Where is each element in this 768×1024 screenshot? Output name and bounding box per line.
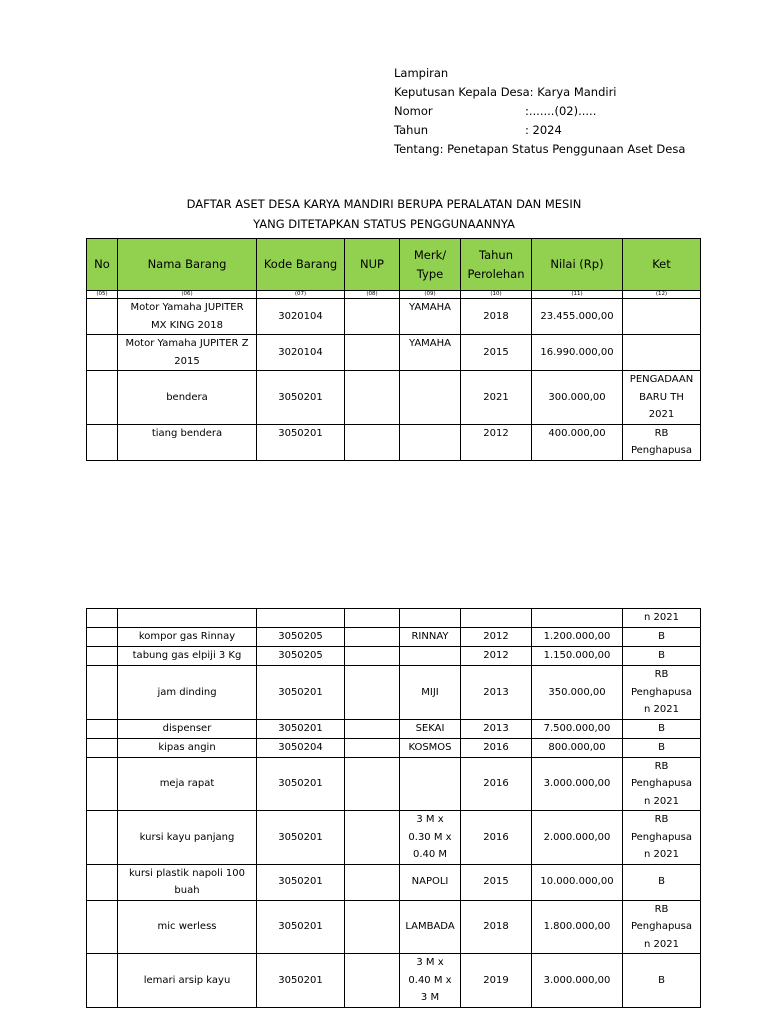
table-row [87, 335, 701, 371]
cell-merk: 3 M x 0.30 M x 0.40 M [400, 811, 461, 865]
header-ket: Ket [623, 239, 701, 291]
cell-nilai: 400.000,00 [532, 424, 623, 460]
cell-ket: RB Penghapusa n 2021 [623, 811, 701, 865]
cell-nama: kipas angin [118, 738, 257, 757]
cell-ket: RB Penghapusa n 2021 [623, 666, 701, 720]
table-row [87, 864, 701, 900]
cell-tahun: 2013 [461, 666, 532, 720]
cell-no [87, 719, 118, 738]
cell-merk: YAMAHA [400, 335, 461, 371]
cell-nup [345, 666, 400, 720]
cell-merk: 3 M x 0.40 M x 3 M [400, 954, 461, 1008]
cell-no [87, 738, 118, 757]
cell-merk: YAMAHA [400, 299, 461, 335]
asset-table-page1 [86, 238, 701, 461]
cell-ket: RB Penghapusa n 2021 [623, 757, 701, 811]
cell-nama: Motor Yamaha JUPITER Z 2015 [118, 335, 257, 371]
cell-nup [345, 864, 400, 900]
cell-nilai: 23.455.000,00 [532, 299, 623, 335]
cell-no [87, 757, 118, 811]
cell-kode: 3050205 [257, 647, 345, 666]
cell-merk: KOSMOS [400, 738, 461, 757]
cell-no [87, 299, 118, 335]
cell-ket: B [623, 628, 701, 647]
cell-nama: kompor gas Rinnay [118, 628, 257, 647]
cell-nilai [532, 609, 623, 628]
cell-nup [345, 811, 400, 865]
cell-tahun: 2018 [461, 299, 532, 335]
cell-tahun: 2012 [461, 424, 532, 460]
cell-no [87, 666, 118, 720]
header-merk-type: Merk/ Type [400, 239, 461, 291]
document-title-line1: DAFTAR ASET DESA KARYA MANDIRI BERUPA PERALATAN DAN MESIN [186, 197, 582, 211]
cell-merk [400, 371, 461, 425]
cell-no [87, 609, 118, 628]
col-number: (06) [118, 291, 257, 299]
cell-nilai: 3.000.000,00 [532, 954, 623, 1008]
cell-ket [623, 335, 701, 371]
header-nama-barang: Nama Barang [118, 239, 257, 291]
header-nilai: Nilai (Rp) [532, 239, 623, 291]
cell-ket: B [623, 864, 701, 900]
cell-nama: Motor Yamaha JUPITER MX KING 2018 [118, 299, 257, 335]
table-row [87, 609, 701, 628]
cell-nama: mic werless [118, 900, 257, 954]
cell-nup [345, 719, 400, 738]
cell-ket: B [623, 647, 701, 666]
cell-nama [118, 609, 257, 628]
cell-merk [400, 757, 461, 811]
cell-nup [345, 900, 400, 954]
cell-nama: lemari arsip kayu [118, 954, 257, 1008]
col-number: (10) [461, 291, 532, 299]
cell-nama: meja rapat [118, 757, 257, 811]
cell-nup [345, 299, 400, 335]
cell-kode: 3050201 [257, 900, 345, 954]
cell-nup [345, 424, 400, 460]
cell-tahun: 2012 [461, 647, 532, 666]
cell-tahun: 2016 [461, 738, 532, 757]
column-number-row [87, 291, 701, 299]
table-header-row [87, 239, 701, 291]
cell-no [87, 954, 118, 1008]
cell-ket [623, 299, 701, 335]
table-row [87, 299, 701, 335]
table-row [87, 738, 701, 757]
table-row [87, 900, 701, 954]
header-nup: NUP [345, 239, 400, 291]
cell-no [87, 900, 118, 954]
table-row [87, 719, 701, 738]
cell-nup [345, 335, 400, 371]
cell-ket: B [623, 954, 701, 1008]
cell-merk: SEKAI [400, 719, 461, 738]
table-row [87, 424, 701, 460]
cell-tahun: 2016 [461, 811, 532, 865]
cell-kode: 3050201 [257, 757, 345, 811]
cell-merk: NAPOLI [400, 864, 461, 900]
table-row [87, 757, 701, 811]
cell-nama: bendera [118, 371, 257, 425]
cell-ket: B [623, 719, 701, 738]
cell-nilai: 2.000.000,00 [532, 811, 623, 865]
lampiran-label: Lampiran [394, 66, 449, 80]
cell-kode: 3050205 [257, 628, 345, 647]
cell-nama: dispenser [118, 719, 257, 738]
col-number: (09) [400, 291, 461, 299]
cell-nup [345, 738, 400, 757]
cell-tahun: 2019 [461, 954, 532, 1008]
table-row [87, 811, 701, 865]
cell-tahun: 2012 [461, 628, 532, 647]
cell-kode: 3050201 [257, 864, 345, 900]
header-tahun-perolehan: Tahun Perolehan [461, 239, 532, 291]
cell-nilai: 1.800.000,00 [532, 900, 623, 954]
table-row [87, 628, 701, 647]
cell-tahun: 2021 [461, 371, 532, 425]
cell-nilai: 3.000.000,00 [532, 757, 623, 811]
cell-nup [345, 647, 400, 666]
cell-kode: 3050201 [257, 811, 345, 865]
nomor-label: Nomor [394, 104, 433, 118]
table-row [87, 666, 701, 720]
cell-kode: 3050201 [257, 719, 345, 738]
cell-merk [400, 609, 461, 628]
cell-no [87, 647, 118, 666]
cell-merk: RINNAY [400, 628, 461, 647]
tahun-value: : 2024 [525, 123, 562, 137]
cell-kode: 3020104 [257, 299, 345, 335]
cell-ket: RB Penghapusa n 2021 [623, 900, 701, 954]
cell-no [87, 811, 118, 865]
cell-no [87, 424, 118, 460]
cell-nup [345, 609, 400, 628]
tentang-label: Tentang: Penetapan Status Penggunaan Aset Desa [394, 142, 686, 156]
col-number: (07) [257, 291, 345, 299]
cell-no [87, 335, 118, 371]
cell-nilai: 10.000.000,00 [532, 864, 623, 900]
cell-tahun: 2013 [461, 719, 532, 738]
cell-nup [345, 628, 400, 647]
cell-nama: kursi plastik napoli 100 buah [118, 864, 257, 900]
col-number: (05) [87, 291, 118, 299]
col-number: (11) [532, 291, 623, 299]
tahun-label: Tahun [394, 123, 429, 137]
document-title-line2: YANG DITETAPKAN STATUS PENGGUNAANNYA [253, 217, 515, 231]
cell-nilai: 1.200.000,00 [532, 628, 623, 647]
cell-merk [400, 647, 461, 666]
asset-table-page2 [86, 608, 701, 1008]
cell-merk [400, 424, 461, 460]
cell-nama: tiang bendera [118, 424, 257, 460]
cell-kode: 3050201 [257, 371, 345, 425]
cell-kode: 3020104 [257, 335, 345, 371]
col-number: (08) [345, 291, 400, 299]
cell-no [87, 371, 118, 425]
col-number: (12) [623, 291, 701, 299]
cell-kode: 3050201 [257, 666, 345, 720]
cell-no [87, 864, 118, 900]
cell-nilai: 7.500.000,00 [532, 719, 623, 738]
nomor-value: :.......(02)..... [525, 104, 597, 118]
cell-tahun: 2016 [461, 757, 532, 811]
cell-nama: jam dinding [118, 666, 257, 720]
table-row [87, 954, 701, 1008]
cell-kode: 3050204 [257, 738, 345, 757]
cell-ket: n 2021 [623, 609, 701, 628]
cell-nilai: 350.000,00 [532, 666, 623, 720]
cell-nup [345, 371, 400, 425]
cell-nilai: 800.000,00 [532, 738, 623, 757]
cell-nup [345, 954, 400, 1008]
cell-tahun: 2015 [461, 864, 532, 900]
keputusan-label: Keputusan Kepala Desa: Karya Mandiri [394, 85, 617, 99]
cell-nama: tabung gas elpiji 3 Kg [118, 647, 257, 666]
cell-tahun: 2015 [461, 335, 532, 371]
header-block [394, 64, 685, 159]
cell-kode: 3050201 [257, 954, 345, 1008]
cell-nama: kursi kayu panjang [118, 811, 257, 865]
cell-tahun [461, 609, 532, 628]
cell-nilai: 16.990.000,00 [532, 335, 623, 371]
cell-ket: B [623, 738, 701, 757]
cell-nilai: 1.150.000,00 [532, 647, 623, 666]
table-row [87, 371, 701, 425]
header-no: No [87, 239, 118, 291]
cell-ket: PENGADAAN BARU TH 2021 [623, 371, 701, 425]
cell-ket: RB Penghapusa [623, 424, 701, 460]
cell-nilai: 300.000,00 [532, 371, 623, 425]
cell-merk: MIJI [400, 666, 461, 720]
cell-no [87, 628, 118, 647]
cell-kode: 3050201 [257, 424, 345, 460]
cell-kode [257, 609, 345, 628]
cell-tahun: 2018 [461, 900, 532, 954]
table-row [87, 647, 701, 666]
header-kode-barang: Kode Barang [257, 239, 345, 291]
cell-nup [345, 757, 400, 811]
cell-merk: LAMBADA [400, 900, 461, 954]
